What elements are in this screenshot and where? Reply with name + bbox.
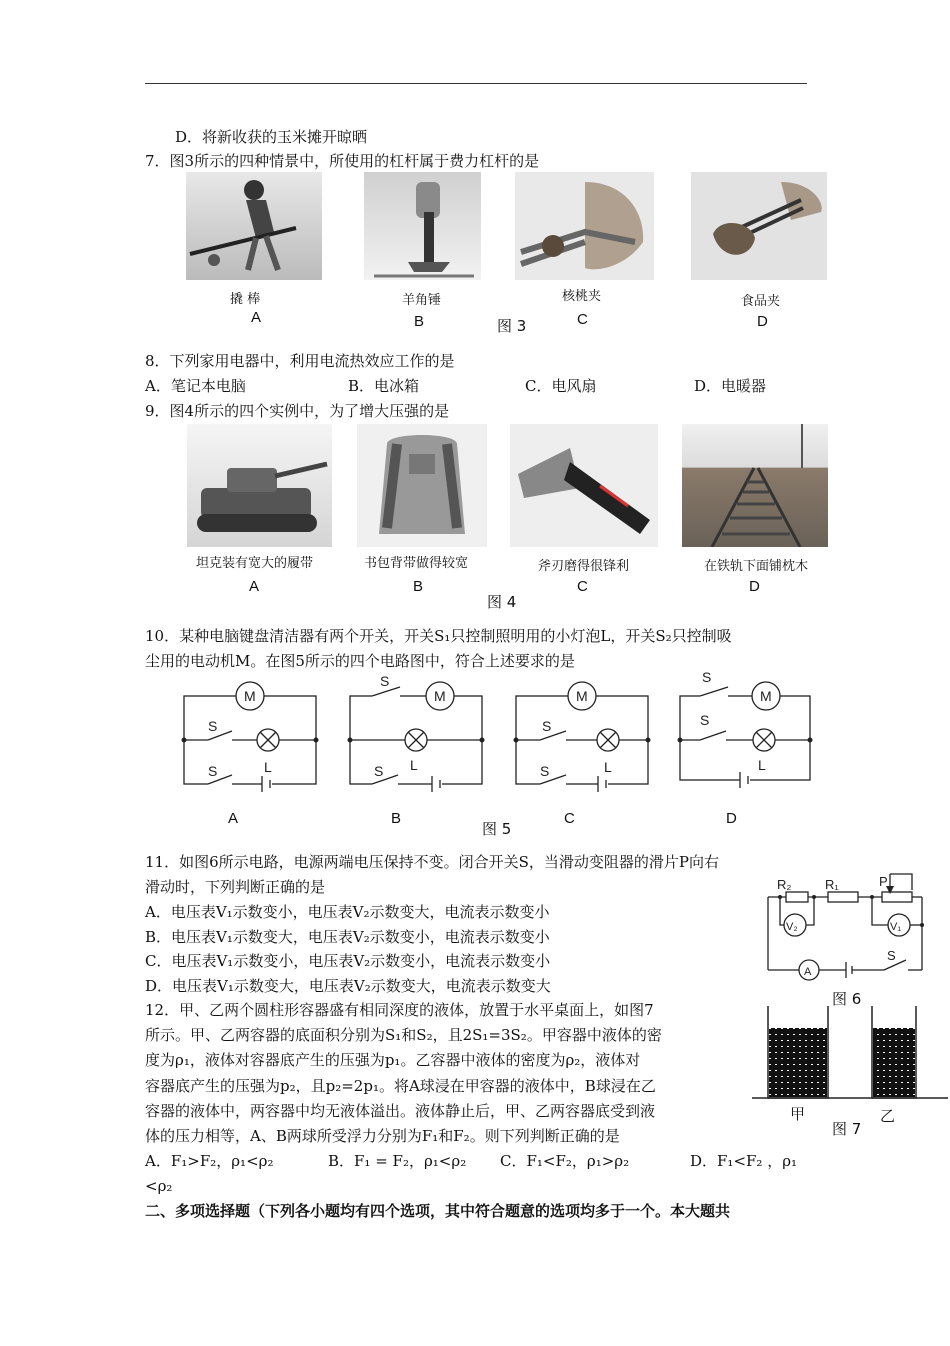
q11-label-switch: S [887,948,896,963]
circuit-a-switch1-label: S [208,718,218,734]
q12-line-3: 度为ρ₁，液体对容器底产生的压强为p₁。乙容器中液体的密度为ρ₂，液体对 [145,1051,641,1069]
circuit-b-lamp-label: L [410,757,418,773]
q9-caption-c: 斧刃磨得很锋利 [538,559,630,574]
circuit-c-motor-label: M [576,688,588,704]
circuit-d-switch2-label: S [700,712,710,728]
q8-option-c: C．电风扇 [525,377,597,395]
q7-stem: 7．图3所示的四种情景中，所使用的杠杆属于费力杠杆的是 [145,152,540,170]
q12-line-1: 12．甲、乙两个圆柱形容器盛有相同深度的液体，放置于水平桌面上，如图7 [145,1001,654,1019]
q11-stem-line2: 滑动时，下列判断正确的是 [145,878,326,896]
q9-letter-b: B [413,578,424,595]
q8-option-a: A．笔记本电脑 [145,377,246,395]
q9-caption-d: 在铁轨下面铺枕木 [704,559,809,574]
q12-line-4: 容器底产生的压强为p₂，且p₂=2p₁。将A球浸在甲容器的液体中，B球浸在乙 [145,1077,656,1095]
q11-option-a: A．电压表V₁示数变小，电压表V₂示数变大，电流表示数变小 [145,903,550,921]
circuit-b-motor-label: M [434,688,446,704]
circuit-c-switch1-label: S [542,718,552,734]
q8-stem: 8．下列家用电器中，利用电流热效应工作的是 [145,352,455,370]
q12-label-yi: 乙 [880,1107,896,1125]
circuit-d-switch1-label: S [702,669,712,685]
circuit-d-lamp-label: L [758,757,766,773]
q7-letter-b: B [414,313,425,330]
q12-option-d-cont: <ρ₂ [145,1177,173,1195]
q11-label-r2: R₂ [777,877,792,892]
circuit-b-switch1-label: S [380,673,390,689]
q12-option-b: B．F₁ = F₂，ρ₁<ρ₂ [328,1152,467,1170]
q7-caption-c: 核桃夹 [562,289,602,304]
q7-letter-a: A [251,309,262,326]
q11-stem-line1: 11．如图6所示电路，电源两端电压保持不变。闭合开关S，当滑动变阻器的滑片P向右 [145,853,720,871]
q7-caption-d: 食品夹 [741,294,781,309]
q7-caption-a: 撬 棒 [230,292,261,307]
q9-figure-label: 图 4 [487,593,517,611]
q7-letter-d: D [757,313,768,330]
q11-label-p: P [879,874,888,889]
q10-figure-label: 图 5 [482,820,512,838]
circuit-b-switch2-label: S [374,763,384,779]
section2-heading: 二、多项选择题（下列各小题均有四个选项，其中符合题意的选项均多于一个。本大题共 [145,1202,731,1220]
q12-label-jia: 甲 [790,1105,806,1123]
q10-stem-line2: 尘用的电动机M。在图5所示的四个电路图中，符合上述要求的是 [145,652,575,670]
q10-letter-d: D [726,810,737,827]
q6-option-d: D．将新收获的玉米摊开晾晒 [175,128,368,146]
q9-letter-a: A [249,578,260,595]
q12-figure-label: 图 7 [832,1120,862,1138]
circuit-d-motor-label: M [760,688,772,704]
q11-label-ammeter: A [804,966,812,978]
q9-letter-d: D [749,578,760,595]
q11-figure-label: 图 6 [832,990,862,1008]
q11-option-d: D．电压表V₁示数变大，电压表V₂示数变大，电流表示数变大 [145,977,551,995]
q10-letter-a: A [228,810,239,827]
q7-caption-b: 羊角锤 [402,293,442,308]
circuit-a-switch2-label: S [208,763,218,779]
q11-option-b: B．电压表V₁示数变大，电压表V₂示数变小，电流表示数变小 [145,928,550,946]
q12-line-2: 所示。甲、乙两容器的底面积分别为S₁和S₂，且2S₁=3S₂。甲容器中液体的密 [145,1026,662,1044]
q8-option-b: B．电冰箱 [348,377,420,395]
q7-figure-label: 图 3 [497,317,527,335]
q7-letter-c: C [577,311,588,328]
q11-label-r1: R₁ [825,877,839,892]
circuit-a-motor-label: M [244,688,256,704]
q11-option-c: C．电压表V₁示数变小，电压表V₂示数变小，电流表示数变小 [145,952,551,970]
q8-option-d: D．电暖器 [694,377,767,395]
q9-caption-b: 书包背带做得较宽 [364,556,469,571]
q9-caption-a: 坦克装有宽大的履带 [196,556,314,571]
q12-option-a: A．F₁>F₂，ρ₁<ρ₂ [145,1152,274,1170]
q12-option-c: C．F₁<F₂，ρ₁>ρ₂ [500,1152,630,1170]
q9-stem: 9．图4所示的四个实例中，为了增大压强的是 [145,402,450,420]
q12-line-5: 容器的液体中，两容器中均无液体溢出。液体静止后，甲、乙两容器底受到液 [145,1102,656,1120]
q12-option-d: D．F₁<F₂ ，ρ₁ [690,1152,798,1170]
q11-label-v2: V₂ [786,921,798,933]
circuit-c-switch2-label: S [540,763,550,779]
q10-stem-line1: 10．某种电脑键盘清洁器有两个开关，开关S₁只控制照明用的小灯泡L，开关S₂只控制吸 [145,627,732,645]
q10-letter-b: B [391,810,402,827]
q10-letter-c: C [564,810,575,827]
q12-line-6: 体的压力相等，A、B两球所受浮力分别为F₁和F₂。则下列判断正确的是 [145,1127,620,1145]
circuit-a-lamp-label: L [264,759,272,775]
q9-letter-c: C [577,578,588,595]
q11-label-v1: V₁ [890,921,902,933]
circuit-c-lamp-label: L [604,759,612,775]
